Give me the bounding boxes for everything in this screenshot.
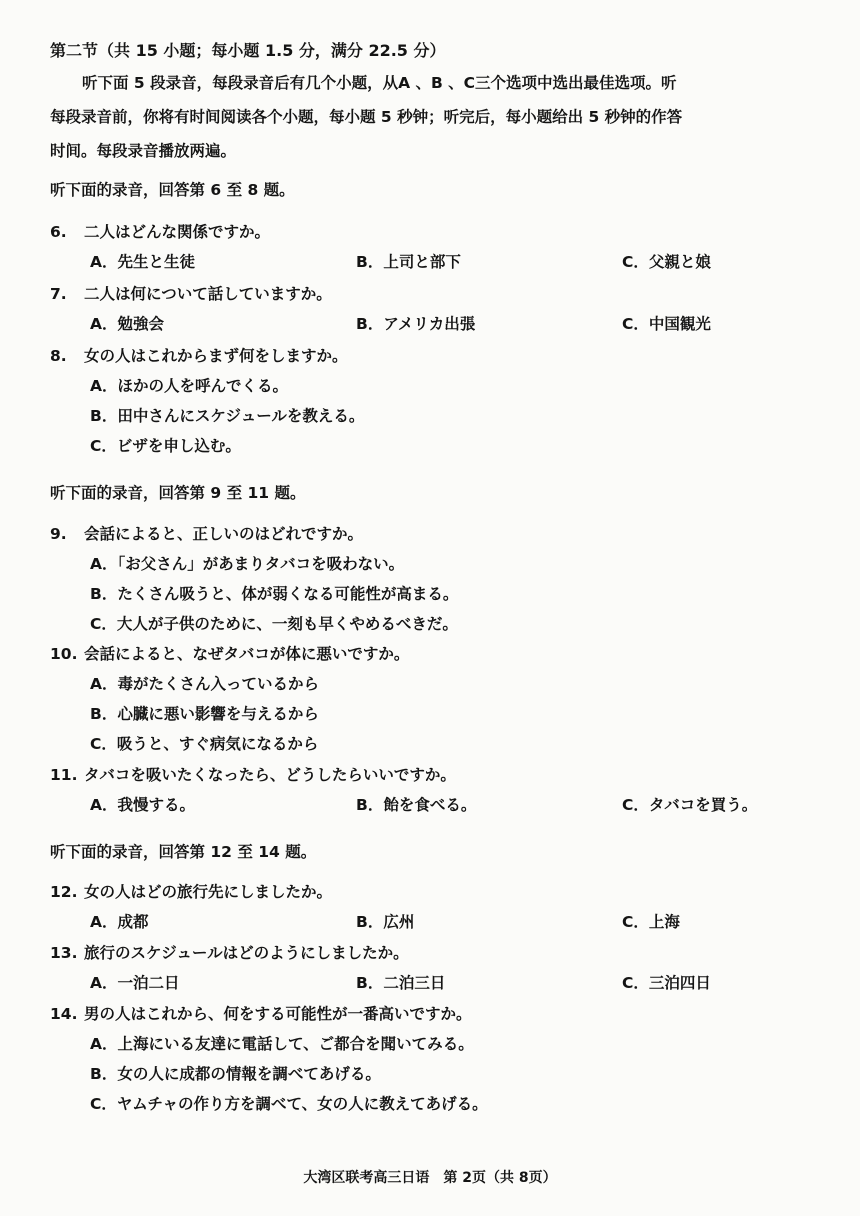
question-number: 12. xyxy=(50,883,78,901)
question-7 xyxy=(50,282,332,304)
question-text: 会話によると、なぜタバコが体に悪いですか。 xyxy=(84,645,410,663)
section-instructions xyxy=(50,66,830,168)
option-a: A．我慢する。 xyxy=(90,796,195,814)
listening-group-title: 听下面的录音，回答第 6 至 8 题。 xyxy=(50,181,295,199)
instructions-line: 每段录音前，你将有时间阅读各个小题，每小题 5 秒钟；听完后，每小题给出 5 秒钟的作答 xyxy=(50,108,683,126)
option-a: A．ほかの人を呼んでくる。 xyxy=(90,377,288,395)
option-b: B．二泊三日 xyxy=(356,974,446,992)
option-a: A．毒がたくさん入っているから xyxy=(90,675,319,693)
listening-group-title: 听下面的录音，回答第 9 至 11 题。 xyxy=(50,484,306,502)
question-6-options xyxy=(90,250,810,274)
question-10 xyxy=(50,642,409,664)
option-c: C．中国観光 xyxy=(622,315,711,333)
question-text: 二人は何について話していますか。 xyxy=(84,285,332,303)
question-11-options xyxy=(90,793,810,817)
question-13-options xyxy=(90,971,810,995)
option-a: A．勉強会 xyxy=(90,315,164,333)
question-number: 8. xyxy=(50,347,67,365)
question-7-options xyxy=(90,312,810,336)
question-text: 女の人はこれからまず何をしますか。 xyxy=(84,347,348,365)
option-b: B．アメリカ出張 xyxy=(356,315,476,333)
question-11 xyxy=(50,763,456,785)
option-c: C．上海 xyxy=(622,913,680,931)
question-text: 男の人はこれから、何をする可能性が一番高いですか。 xyxy=(84,1005,472,1023)
option-b: B．田中さんにスケジュールを教える。 xyxy=(90,407,365,425)
question-number: 11. xyxy=(50,766,78,784)
question-13 xyxy=(50,941,409,963)
option-a: A．上海にいる友達に電話して、ご都合を聞いてみる。 xyxy=(90,1035,474,1053)
question-number: 14. xyxy=(50,1005,78,1023)
question-text: 会話によると、正しいのはどれですか。 xyxy=(84,525,364,543)
option-c: C．三泊四日 xyxy=(622,974,711,992)
page-footer: 大湾区联考高三日语 第 2页（共 8页） xyxy=(303,1170,557,1186)
option-c: C．父親と娘 xyxy=(622,253,711,271)
option-b: B．上司と部下 xyxy=(356,253,461,271)
option-b: B．たくさん吸うと、体が弱くなる可能性が高まる。 xyxy=(90,585,459,603)
option-b: B．女の人に成都の情報を調べてあげる。 xyxy=(90,1065,381,1083)
question-text: タバコを吸いたくなったら、どうしたらいいですか。 xyxy=(84,766,456,784)
option-b: B．心臓に悪い影響を与えるから xyxy=(90,705,319,723)
section-title: 第二节（共 15 小题；每小题 1.5 分，满分 22.5 分） xyxy=(50,41,446,60)
option-b: B．飴を食べる。 xyxy=(356,796,477,814)
option-c: C．ヤムチャの作り方を調べて、女の人に教えてあげる。 xyxy=(90,1095,488,1113)
option-a: A．成都 xyxy=(90,913,149,931)
question-text: 女の人はどの旅行先にしましたか。 xyxy=(84,883,333,901)
instructions-line: 听下面 5 段录音，每段录音后有几个小题，从A 、B 、C三个选项中选出最佳选项。听 xyxy=(82,74,677,92)
option-a: A．先生と生徒 xyxy=(90,253,195,271)
instructions-line: 时间。每段录音播放两遍。 xyxy=(50,142,237,160)
question-number: 6. xyxy=(50,223,67,241)
option-c: C．タバコを買う。 xyxy=(622,796,758,814)
option-c: C．吸うと、すぐ病気になるから xyxy=(90,735,319,753)
question-12 xyxy=(50,880,332,902)
option-a: A．「お父さん」があまりタバコを吸わない。 xyxy=(90,555,405,573)
option-a: A．一泊二日 xyxy=(90,974,180,992)
question-number: 9. xyxy=(50,525,67,543)
question-14 xyxy=(50,1002,472,1024)
option-c: C．大人が子供のために、一刻も早くやめるべきだ。 xyxy=(90,615,458,633)
question-6 xyxy=(50,220,270,242)
question-text: 旅行のスケジュールはどのようにしましたか。 xyxy=(84,944,409,962)
question-number: 13. xyxy=(50,944,78,962)
option-b: B．広州 xyxy=(356,913,415,931)
question-9 xyxy=(50,522,363,544)
question-text: 二人はどんな関係ですか。 xyxy=(84,223,271,241)
question-number: 10. xyxy=(50,645,78,663)
question-number: 7. xyxy=(50,285,67,303)
question-12-options xyxy=(90,910,810,934)
listening-group-title: 听下面的录音，回答第 12 至 14 题。 xyxy=(50,843,317,861)
question-8 xyxy=(50,344,348,366)
option-c: C．ビザを申し込む。 xyxy=(90,437,241,455)
